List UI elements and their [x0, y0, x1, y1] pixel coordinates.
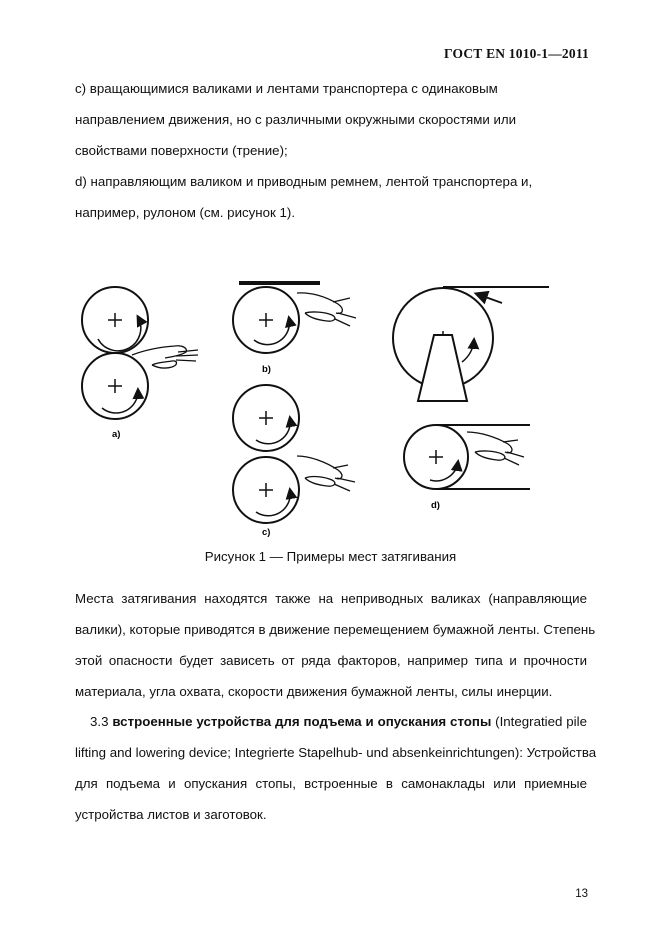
definition-3-3-line-2: lifting and lowering device; Integrierte Stapelhub- und absenkeinrichtungen): Устройства [75, 745, 597, 760]
diagram-d-roll-and-belt [393, 287, 549, 401]
document-code-header: ГОСТ EN 1010-1—2011 [444, 46, 589, 61]
hand-icon [132, 346, 198, 368]
page-number: 13 [575, 888, 588, 900]
paragraph-1-line-3: этой опасности будет зависеть от ряда факторов, например типа и прочности [75, 653, 587, 668]
hand-icon [297, 456, 355, 491]
list-item-c-line-1: с) вращающимися валиками и лентами транспортера с одинаковым [75, 81, 498, 96]
figure-label-d: d) [431, 500, 440, 511]
diagram-c-rollers [233, 385, 299, 523]
figure-label-a: a) [112, 429, 121, 440]
figure-label-c: c) [262, 527, 271, 538]
diagram-d-roller-conveyor [404, 425, 530, 489]
definition-3-3-line-1 [90, 714, 587, 729]
figure-label-b: b) [262, 364, 271, 375]
hand-icon [297, 293, 356, 326]
definition-translations-start: (Integratied pile [491, 714, 587, 729]
hand-icon [467, 432, 524, 465]
definition-term: встроенные устройства для подъема и опускания стопы [112, 714, 492, 729]
definition-3-3-line-3: для подъема и опускания стопы, встроенные в самонаклады или приемные [75, 776, 587, 791]
paragraph-1-line-1: Места затягивания находятся также на неприводных валиках (направляющие [75, 591, 587, 606]
figure-caption: Рисунок 1 — Примеры мест затягивания [204, 549, 457, 564]
paragraph-1-line-4: материала, угла охвата, скорости движения бумажной ленты, силы инерции. [75, 684, 553, 699]
list-item-d-line-2: например, рулоном (см. рисунок 1). [75, 205, 296, 220]
definition-3-3-line-4: устройства листов и заготовок. [75, 807, 267, 822]
paragraph-1-line-2: валики), которые приводятся в движение перемещением бумажной ленты. Степень [75, 622, 596, 637]
list-item-d-line-1: d) направляющим валиком и приводным ремнем, лентой транспортера и, [75, 174, 533, 189]
definition-number: 3.3 [90, 714, 113, 729]
list-item-c-line-2: направлением движения, но с различными окружными скоростями или [75, 112, 517, 127]
list-item-c-line-3: свойствами поверхности (трение); [75, 143, 288, 158]
